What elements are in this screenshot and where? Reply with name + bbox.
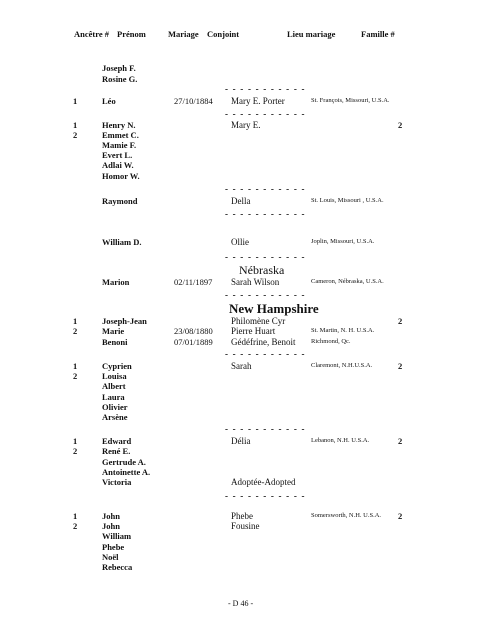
entry-name: Cyprien xyxy=(102,361,132,371)
separator-line: - - - - - - - - - - - xyxy=(225,109,306,119)
entry-name: Louisa xyxy=(102,371,127,381)
region-heading: New Hampshire xyxy=(229,301,319,316)
separator-line: - - - - - - - - - - - xyxy=(225,290,306,300)
entry-name: Joseph F. xyxy=(102,63,136,73)
separator-line: - - - - - - - - - - - xyxy=(225,424,306,434)
ancestor-number: 1 xyxy=(73,436,78,446)
marriage-date: 02/11/1897 xyxy=(174,277,213,287)
entry-name: Albert xyxy=(102,381,126,391)
marriage-place: Lebanon, N.H. U.S.A. xyxy=(311,437,370,444)
marriage-place: St. François, Missouri, U.S.A. xyxy=(311,97,390,104)
spouse-name: Fousine xyxy=(231,521,260,531)
ancestor-number: 2 xyxy=(73,446,78,456)
header-mariage: Mariage xyxy=(168,29,199,39)
spouse-name: Phebe xyxy=(231,511,253,521)
entry-name: Mamie F. xyxy=(102,140,137,150)
entry-name: John xyxy=(102,511,120,521)
spouse-name: Della xyxy=(231,196,251,206)
ancestor-number: 1 xyxy=(73,316,78,326)
entry-name: Rebecca xyxy=(102,562,133,572)
entry-name: Olivier xyxy=(102,402,128,412)
spouse-name: Sarah Wilson xyxy=(231,277,280,287)
header-conjoint: Conjoint xyxy=(207,29,240,39)
marriage-place: Richmond, Qc. xyxy=(311,338,351,345)
ancestor-number: 1 xyxy=(73,511,78,521)
spouse-name: Pierre Huart xyxy=(231,326,276,336)
entry-name: Raymond xyxy=(102,196,138,206)
separator-line: - - - - - - - - - - - xyxy=(225,252,306,262)
ancestor-number: 1 xyxy=(73,361,78,371)
marriage-date: 07/01/1889 xyxy=(174,337,213,347)
entry-name: Léo xyxy=(102,96,116,106)
entry-name: Joseph-Jean xyxy=(102,316,147,326)
entry-name: Noël xyxy=(102,552,119,562)
adoption-note: Adoptée-Adopted xyxy=(231,477,296,487)
separator-line: - - - - - - - - - - - xyxy=(225,209,306,219)
separator-line: - - - - - - - - - - - xyxy=(225,491,306,501)
entry-name: Emmet C. xyxy=(102,130,139,140)
spouse-name: Philomène Cyr xyxy=(231,316,286,326)
entry-name: Marion xyxy=(102,277,130,287)
entry-name: Arsène xyxy=(102,412,128,422)
entry-name: John xyxy=(102,521,120,531)
spouse-name: Délia xyxy=(231,436,251,446)
separator-line: - - - - - - - - - - - xyxy=(225,84,306,94)
spouse-name: Mary E. xyxy=(231,120,261,130)
entry-name: Victoria xyxy=(102,477,132,487)
page-number: - D 46 - xyxy=(228,599,254,608)
entry-name: Antoinette A. xyxy=(102,467,151,477)
region-heading: Nébraska xyxy=(239,263,285,277)
separator-line: - - - - - - - - - - - xyxy=(225,184,306,194)
marriage-place: Somersworth, N.H. U.S.A. xyxy=(311,512,382,519)
marriage-place: St. Louis, Missouri , U.S.A. xyxy=(311,197,384,204)
entry-name: Henry N. xyxy=(102,120,136,130)
marriage-date: 23/08/1880 xyxy=(174,326,213,336)
entry-name: William D. xyxy=(102,237,142,247)
entry-name: Rosine G. xyxy=(102,74,138,84)
entry-name: Benoni xyxy=(102,337,128,347)
ancestor-number: 1 xyxy=(73,120,78,130)
family-number: 2 xyxy=(398,120,403,130)
entry-name: René E. xyxy=(102,446,131,456)
header-famille: Famille # xyxy=(361,29,395,39)
ancestor-number: 1 xyxy=(73,96,78,106)
entry-name: Gertrude A. xyxy=(102,457,146,467)
header-ancetre: Ancêtre # xyxy=(74,29,110,39)
ancestor-number: 2 xyxy=(73,521,78,531)
header-prenom: Prénom xyxy=(117,29,146,39)
entry-name: Evert L. xyxy=(102,150,133,160)
spouse-name: Sarah xyxy=(231,361,252,371)
family-number: 2 xyxy=(398,316,403,326)
ancestor-number: 2 xyxy=(73,130,78,140)
ancestor-number: 2 xyxy=(73,326,78,336)
entry-name: Adlai W. xyxy=(102,160,134,170)
entry-name: Phebe xyxy=(102,542,125,552)
entry-name: Edward xyxy=(102,436,132,446)
family-number: 2 xyxy=(398,511,403,521)
family-number: 2 xyxy=(398,436,403,446)
marriage-place: Cameron, Nébraska, U.S.A. xyxy=(311,278,384,285)
marriage-date: 27/10/1884 xyxy=(174,96,213,106)
family-number: 2 xyxy=(398,361,403,371)
header-lieu-mariage: Lieu mariage xyxy=(287,29,336,39)
spouse-name: Gédéfrine, Benoit xyxy=(231,337,296,347)
spouse-name: Mary E. Porter xyxy=(231,96,285,106)
marriage-place: Claremont, N.H.U.S.A. xyxy=(311,362,373,369)
marriage-place: Joplin, Missouri, U.S.A. xyxy=(311,238,375,245)
entry-name: Marie xyxy=(102,326,125,336)
ancestor-number: 2 xyxy=(73,371,78,381)
entry-name: Laura xyxy=(102,392,125,402)
marriage-place: St. Martin, N. H. U.S.A. xyxy=(311,327,375,334)
entry-name: William xyxy=(102,531,132,541)
separator-line: - - - - - - - - - - - xyxy=(225,349,306,359)
entry-name: Homor W. xyxy=(102,171,140,181)
spouse-name: Ollie xyxy=(231,237,249,247)
